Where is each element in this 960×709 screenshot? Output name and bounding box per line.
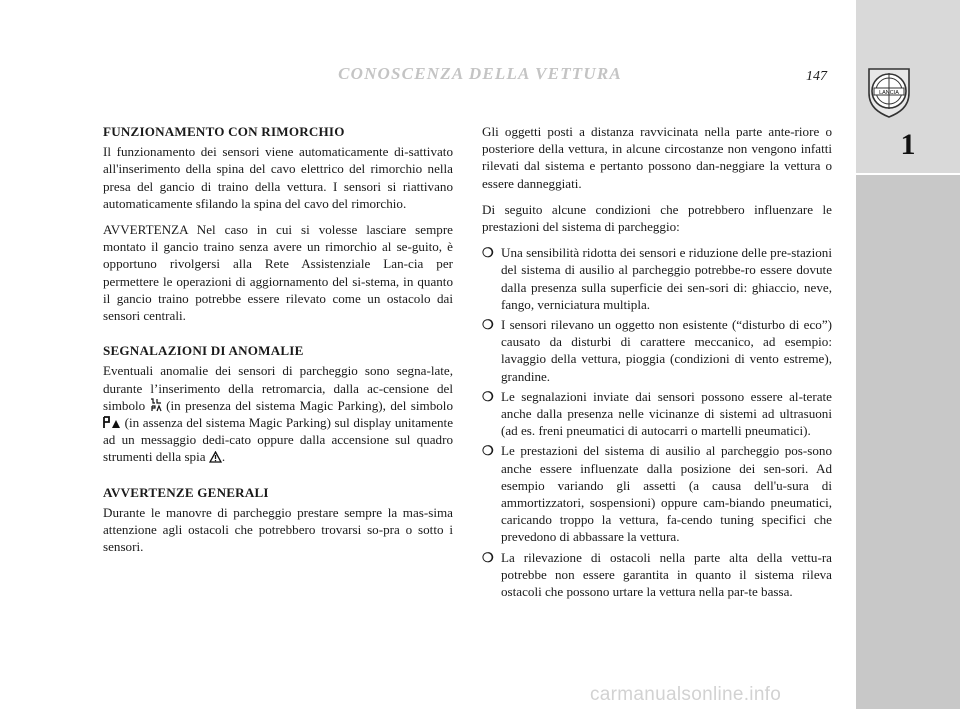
paragraph-general-warnings: Durante le manovre di parcheggio prestare sempre la mas-sima attenzione agli ostacoli che potrebbero trovarsi so-pra o sotto i sensori. xyxy=(103,504,453,555)
bullet-circle-icon: ❍ xyxy=(482,245,494,261)
anomaly-text-part-2: (in presenza del sistema Magic Parking), del simbolo xyxy=(166,397,453,413)
list-item-text: Le segnalazioni inviate dai sensori possono essere al-terate anche dalla presenza nelle vicinanze di sistemi ad ultrasuoni (ad es. freni pneumatici di autocarri o martelli pneumatici). xyxy=(501,388,832,439)
bullet-circle-icon: ❍ xyxy=(482,443,494,459)
bullet-circle-icon: ❍ xyxy=(482,317,494,333)
magic-parking-symbol-icon xyxy=(150,398,162,412)
bullet-circle-icon: ❍ xyxy=(482,388,494,404)
paragraph-close-objects: Gli oggetti posti a distanza ravvicinata nella parte ante-riore o posteriore della vettura, in alcune circostanze non vengono infatti rilevati dal sistema e pertanto possono dan-neggiare la vettura o essere danneggiati. xyxy=(482,124,832,191)
chapter-number: 1 xyxy=(900,128,916,161)
page-number: 147 xyxy=(806,69,827,84)
list-item xyxy=(482,442,832,545)
left-column xyxy=(103,123,453,564)
paragraph-trailer-sensors: Il funzionamento dei sensori viene automaticamente di-sattivato all'inserimento della spina del cavo elettrico del rimorchio nella presa del gancio di traino della vettura. I sensori si riattivano automaticamente sfilando la spina del cavo del rimorchio. xyxy=(103,144,453,211)
conditions-list xyxy=(482,244,832,600)
sidebar-divider xyxy=(856,173,960,175)
list-item-text: Le prestazioni del sistema di ausilio al parcheggio pos-sono anche essere influenzate dalla posizione dei sen-sori. Ad esempio variando gli assetti (a causa dell'u-sura di ammortizzatori, sospensioni) oppure cam-biando pneumatici, caricando troppo la vettura, fa-cendo tuning specifici che prevedono di abbassare la vettura. xyxy=(501,443,832,545)
right-column xyxy=(482,123,832,603)
anomaly-text-part-3: (in assenza del sistema Magic Parking) sul display unitamente ad un messaggio dedi-cato oppure dalla accensione sul quadro strumenti della spia xyxy=(103,415,454,465)
paragraph-conditions-intro: Di seguito alcune condizioni che potrebbero influenzare le prestazioni del sistema di parcheggio: xyxy=(482,201,832,235)
running-header: CONOSCENZA DELLA VETTURA xyxy=(338,64,622,83)
list-item xyxy=(482,388,832,440)
lancia-logo-icon xyxy=(863,63,915,119)
list-item xyxy=(482,244,832,313)
heading-trailer-operation: FUNZIONAMENTO CON RIMORCHIO xyxy=(103,124,345,139)
list-item xyxy=(482,316,832,385)
anomaly-text-part-1: Eventuali anomalie dei sensori di parcheggio sono segna-late, durante l’inserimento della retromarcia, dalla ac-censione del simbolo xyxy=(103,363,453,413)
paragraph-trailer-warning: AVVERTENZA Nel caso in cui si volesse lasciare sempre montato il gancio traino senza avere un rimorchio al se-guito, è opportuno rivolgersi alla Rete Assistenziale Lan-cia per permettere le operazioni di aggiornamento del si-stema, in quanto il gancio traino potrebbe essere rilevato come un ostacolo dai sensori centrali. xyxy=(103,222,453,324)
heading-general-warnings: AVVERTENZE GENERALI xyxy=(103,484,269,500)
watermark: carmanualsonline.info xyxy=(590,684,782,705)
anomaly-text-part-4: . xyxy=(221,449,226,465)
list-item xyxy=(482,549,832,601)
paragraph-anomaly xyxy=(103,362,453,465)
list-item-text: I sensori rilevano un oggetto non esistente (“disturbo di eco”) causato da disturbi di carattere meccanico, ad esempio: lavaggio della vettura, pioggia (condizioni di vento estreme), grandine. xyxy=(501,317,832,384)
parking-sensor-symbol-icon xyxy=(103,416,121,429)
warning-triangle-icon xyxy=(209,451,222,463)
logo-text: LANCIA xyxy=(879,90,899,96)
bullet-circle-icon: ❍ xyxy=(482,549,494,565)
list-item-text: La rilevazione di ostacoli nella parte alta della vettu-ra potrebbe non essere garantita in quanto il sistema rileva ostacoli che possono urtare la vettura nella par-te bassa. xyxy=(501,549,832,600)
heading-anomaly-signals: SEGNALAZIONI DI ANOMALIE xyxy=(103,343,304,359)
list-item-text: Una sensibilità ridotta dei sensori e riduzione delle pre-stazioni del sistema di ausilio al parcheggio potrebbe-ro essere dovute dalla presenza sulla superficie dei sen-sori di: ghiaccio, neve, fango, verniciatura multipla. xyxy=(501,245,832,312)
